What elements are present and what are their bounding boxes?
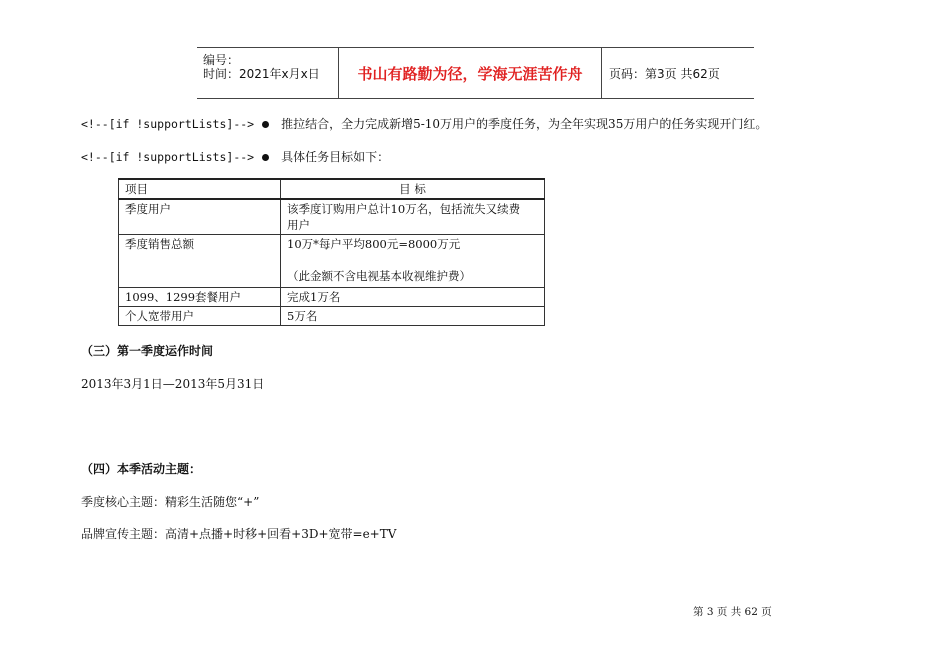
table-cell-item: 季度销售总额 — [119, 235, 281, 288]
page-footer: 第 3 页 共 62 页 — [693, 606, 772, 618]
target-line: 5万名 — [287, 309, 318, 323]
table-row — [119, 288, 545, 307]
goals-table — [118, 178, 545, 326]
header-meta — [197, 48, 339, 98]
table-row — [119, 307, 545, 326]
bullet-line-2 — [81, 148, 389, 165]
core-theme-text: 季度核心主题：精彩生活随您“+” — [81, 495, 260, 509]
table-header-target: 目 标 — [281, 179, 545, 199]
target-line: 完成1万名 — [287, 290, 341, 304]
target-line — [287, 252, 538, 268]
section-4-title: （四）本季活动主题： — [81, 462, 202, 476]
header-page-code: 页码：第3页 共62页 — [609, 66, 720, 81]
page-header — [197, 47, 754, 99]
table-row — [119, 199, 545, 235]
table-cell-target — [281, 288, 545, 307]
table-cell-target — [281, 199, 545, 235]
target-line: 该季度订购用户总计10万名，包括流失又续费 — [287, 202, 521, 216]
target-line: （此金额不含电视基本收视维护费） — [287, 269, 471, 283]
table-cell-target — [281, 235, 545, 288]
table-row — [119, 235, 545, 288]
table-cell-item: 个人宽带用户 — [119, 307, 281, 326]
bullet-text: 推拉结合，全力完成新增5-10万用户的季度任务，为全年实现35万用户的任务实现开门红。 — [281, 117, 768, 131]
table-cell-target — [281, 307, 545, 326]
table-cell-item: 季度用户 — [119, 199, 281, 235]
target-line: 用户 — [287, 218, 310, 232]
section-3-title: （三）第一季度运作时间 — [81, 344, 214, 358]
brand-theme-text: 品牌宣传主题：高清+点播+时移+回看+3D+宽带=e+TV — [81, 527, 397, 541]
table-cell-item: 1099、1299套餐用户 — [119, 288, 281, 307]
bullet-text: 具体任务目标如下： — [281, 150, 390, 164]
table-header-row — [119, 179, 545, 199]
bullet-line-1 — [81, 115, 767, 132]
section-3-text: 2013年3月1日—2013年5月31日 — [81, 377, 265, 391]
bullet-dot-icon — [262, 121, 269, 128]
header-motto-cell — [339, 48, 602, 98]
conditional-marker: <!--[if !supportLists]--> — [81, 117, 255, 131]
header-time-label: 时间：2021年x月x日 — [203, 67, 320, 81]
target-line: 10万*每户平均800元=8000万元 — [287, 237, 461, 251]
header-motto: 书山有路勤为径，学海无涯苦作舟 — [357, 64, 583, 83]
header-number-label: 编号： — [203, 53, 240, 67]
table-header-item: 项目 — [119, 179, 281, 199]
conditional-marker: <!--[if !supportLists]--> — [81, 150, 255, 164]
bullet-dot-icon — [262, 154, 269, 161]
